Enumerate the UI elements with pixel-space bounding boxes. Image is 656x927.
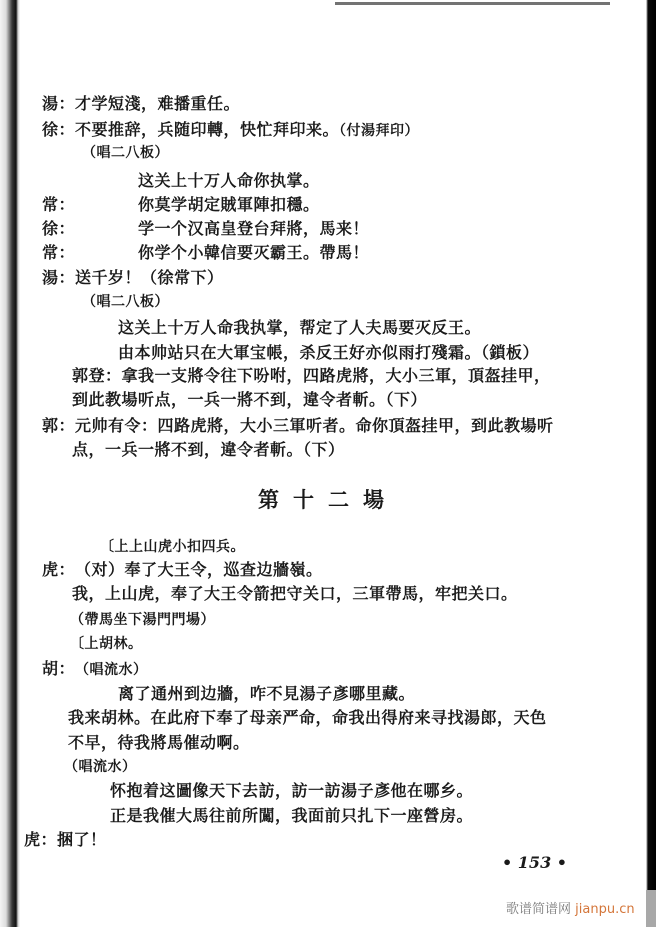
sung-line [110,781,473,801]
line-text: 离了通州到边牆，咋不見湯子彥哪里藏。 [118,684,416,703]
dialogue-line [42,659,148,680]
speaker-label: 湯： [42,268,76,287]
page-number: • 153 • [502,853,567,872]
continuation-line [72,440,345,460]
speaker-label: 常： [42,243,76,262]
sung-line [118,318,481,338]
line-text: 〔上胡林。 [70,636,143,652]
line-text: 你莫学胡定賊軍陣扣穩。 [138,195,320,214]
line-text: 这关上十万人命我执掌，帮定了人夫馬要灭反王。 [118,318,482,337]
continuation-line [68,733,250,753]
speaker-label: 虎： [24,830,58,849]
line-text: 这关上十万人命你执掌。 [138,171,320,190]
line-text: 学一个汉高皇登台拜將，馬来！ [138,219,370,238]
line-text: （唱流水） [64,759,137,775]
stage-direction [100,537,245,557]
line-text: 不早，待我將馬催动啊。 [68,733,250,752]
line-text: 点，一兵一將不到，違令者斬。（下） [72,440,345,459]
line-text: 到此教場听点，一兵一將不到，違令者斬。（下） [72,390,428,409]
watermark-text: 歌谱简谱网 [506,902,572,917]
line-text: 捆了！ [57,830,107,849]
speaker-label: 湯： [42,94,76,113]
speaker-label: 郭： [42,416,76,435]
line-text: 我来胡林。在此府下奉了母亲严命，命我出得府来寻找湯郎，天色 [68,708,547,727]
line-text: （唱二八板） [82,294,169,310]
line-text: 才学短淺，难播重任。 [75,94,241,113]
stage-direction [82,292,169,312]
continuation-line [72,390,427,410]
stage-direction [64,757,137,777]
line-text: 不要推辞，兵随印轉，快忙拜印来。 [75,120,340,139]
dialogue-line [42,268,224,288]
stage-direction [70,610,215,630]
line-text: 送千岁！（徐常下） [75,268,224,287]
dialogue-line [68,708,547,728]
line-text: （帶馬坐下湯門門場） [70,612,215,628]
dialogue-line [42,243,369,263]
dialogue-line [42,94,240,114]
dialogue-line [42,416,554,436]
sung-line [110,806,473,826]
speaker-label: 胡： [42,659,76,678]
line-text: 〔上上山虎小扣四兵。 [100,539,245,555]
speaker-label: 徐： [42,219,76,238]
line-text: 元帅有令：四路虎將，大小三軍听者。命你頂盔挂甲，到此教場听 [75,416,554,435]
stage-direction: （付湯拜印） [339,123,420,139]
stage-direction [70,634,143,654]
dialogue-line [42,219,369,239]
watermark [506,898,635,917]
dialogue-line [42,560,323,580]
line-text: 拿我一支將令往下吩咐，四路虎將，大小三軍，頂盔挂甲， [121,366,551,385]
sung-line [118,684,415,704]
line-text: 你学个小韓信要灭霸王。帶馬！ [138,243,370,262]
stage-direction: （唱流水） [75,662,148,678]
line-text: （对）奉了大王令，巡查边牆嶺。 [75,560,323,579]
dialogue-line [42,120,419,141]
line-text: 我，上山虎，奉了大王令箭把守关口，三軍帶馬，牢把关口。 [72,584,518,603]
speaker-label: 常： [42,195,76,214]
dialogue-line [72,366,551,386]
line-text: （唱二八板） [82,145,169,161]
stage-direction [82,143,169,163]
line-text: 正是我催大馬往前所闖，我面前只扎下一座營房。 [110,806,474,825]
speaker-label: 郭登： [72,366,122,385]
dialogue-line [24,830,107,850]
speaker-label: 徐： [42,120,76,139]
speaker-label: 虎： [42,560,76,579]
dialogue-line [72,584,518,604]
line-text: 怀抱着这圖像天下去訪，訪一訪湯子彥他在哪乡。 [110,781,474,800]
sung-line [138,171,320,191]
scene-title: 第十二場 [258,487,398,512]
line-text: 由本帅站只在大軍宝帳，杀反王好亦似雨打殘霜。（鎖板） [118,343,540,362]
sung-line [118,343,539,363]
watermark-domain: jianpu.cn [575,902,635,917]
dialogue-line [42,195,320,215]
